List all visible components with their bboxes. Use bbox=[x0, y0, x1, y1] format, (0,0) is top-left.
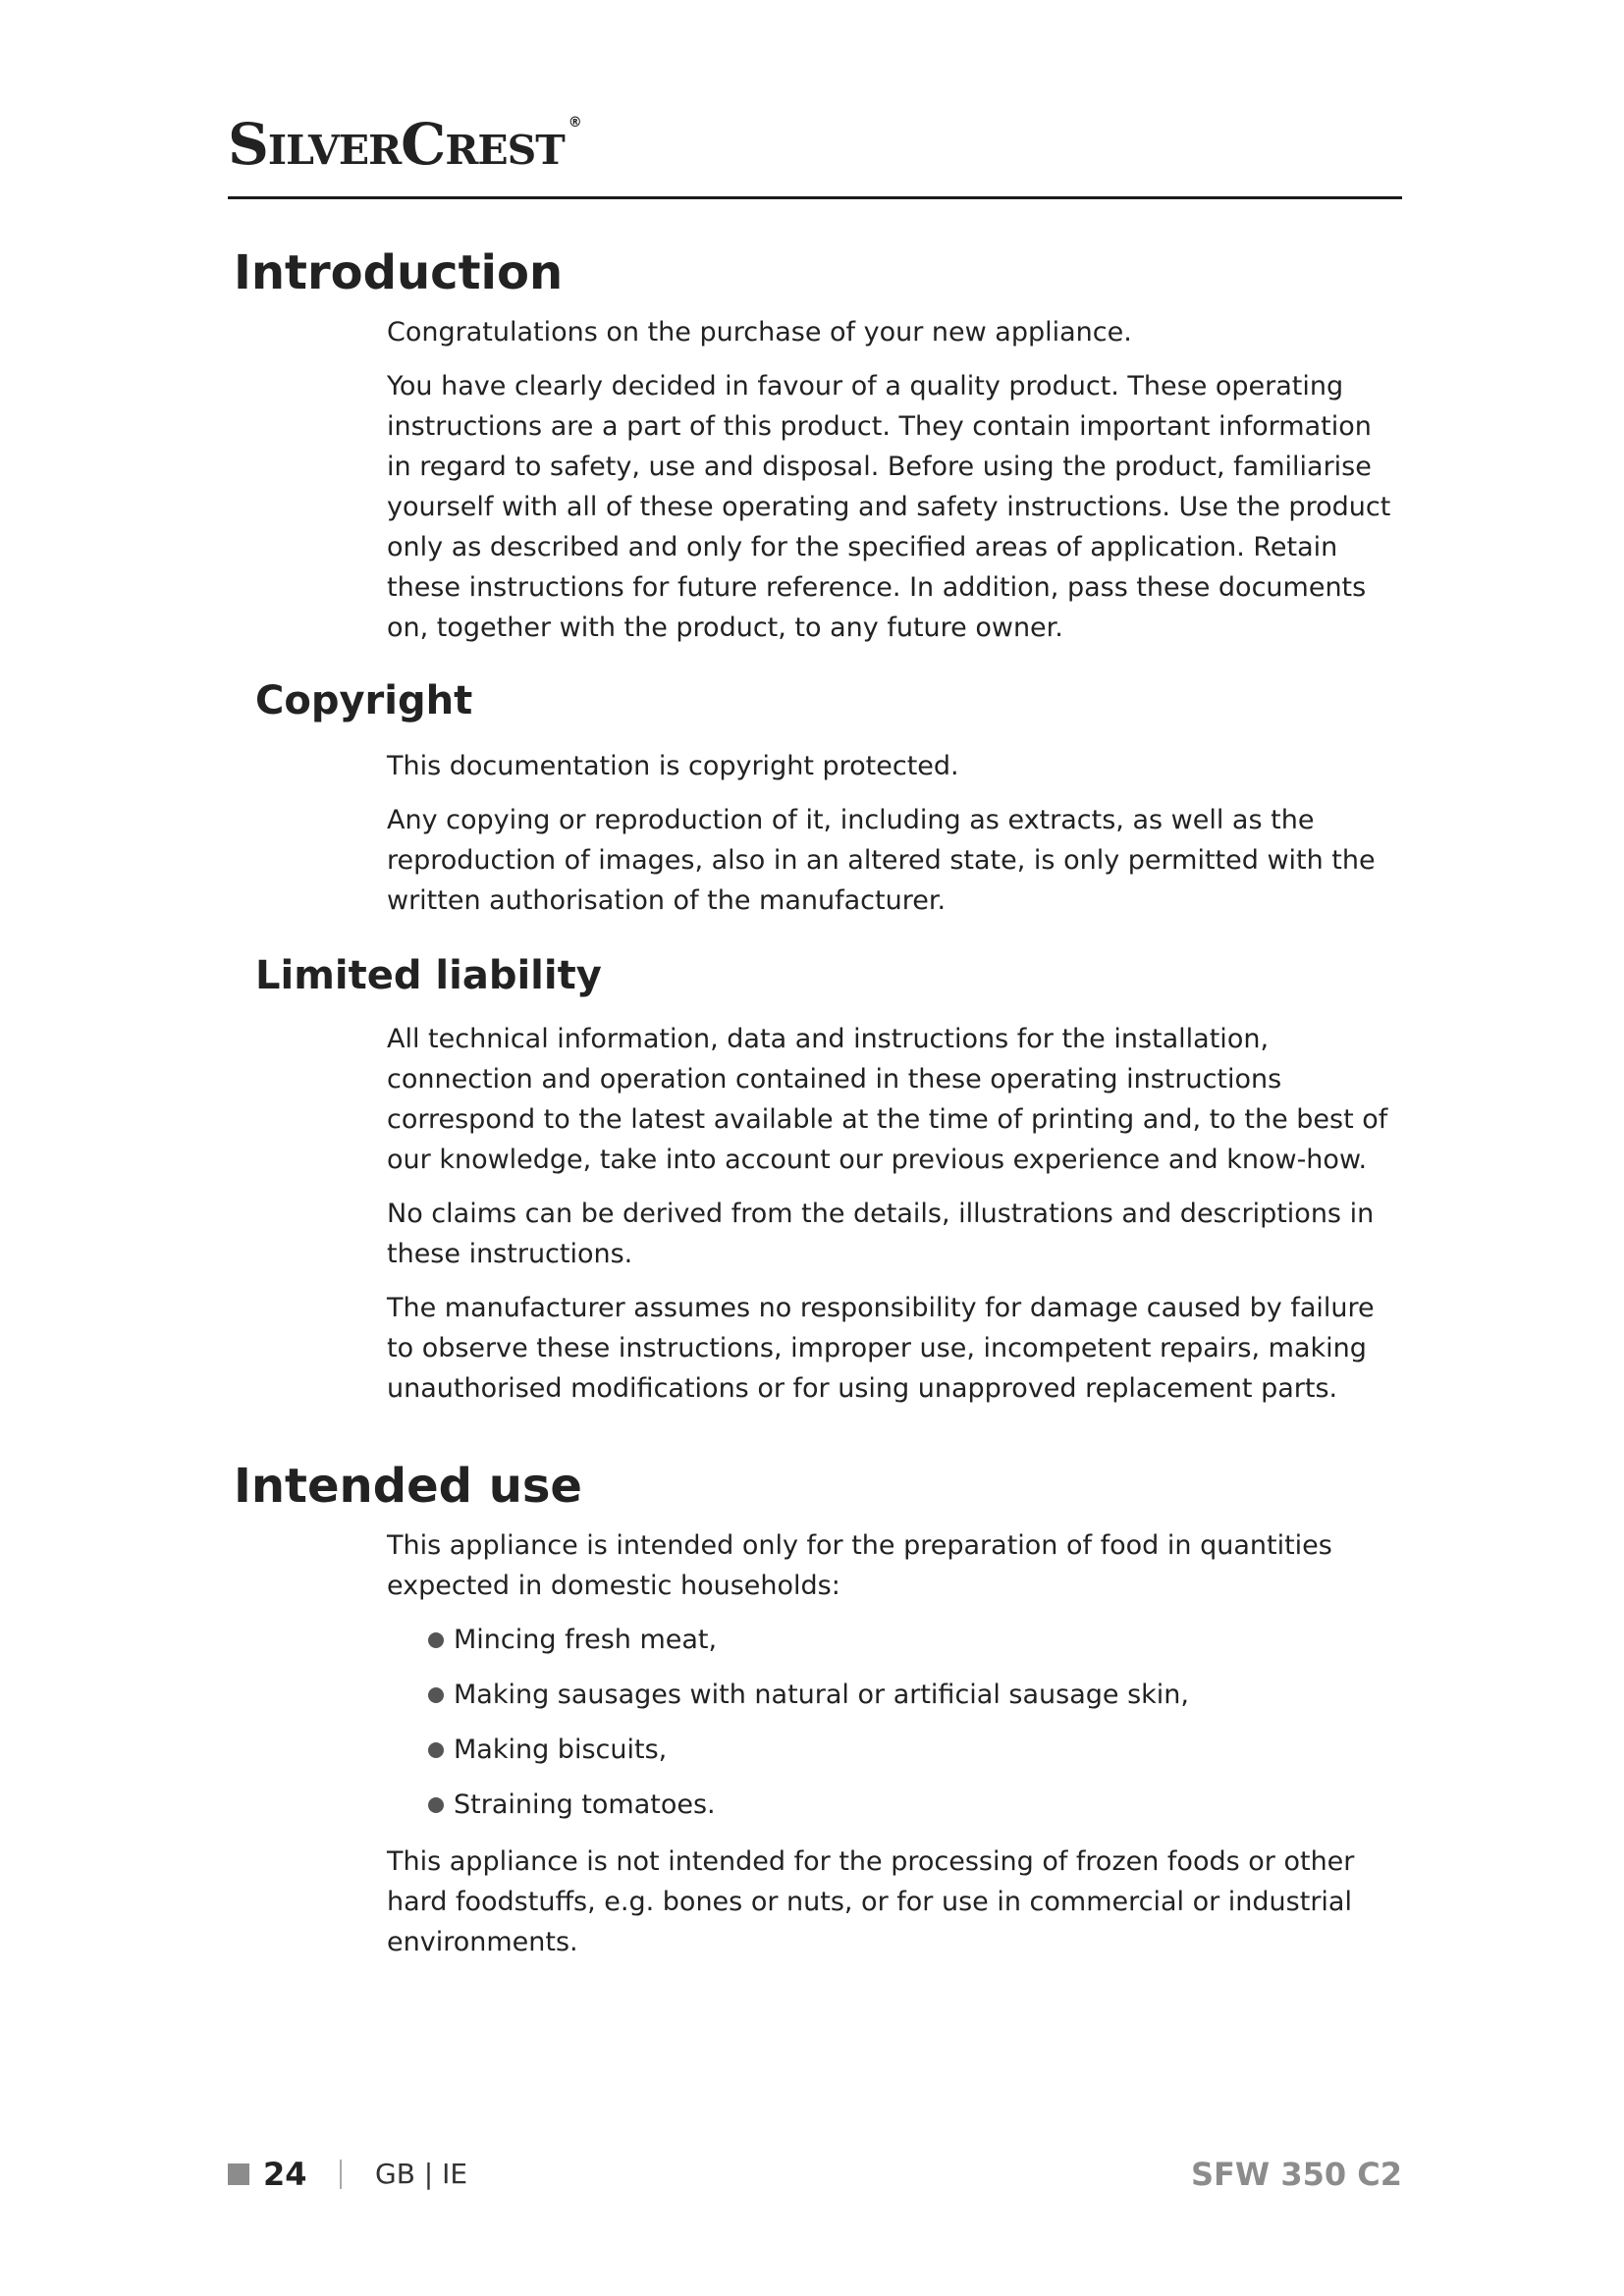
model-number: SFW 350 C2 bbox=[1190, 2156, 1402, 2193]
footer-divider bbox=[340, 2160, 342, 2189]
copyright-heading: Copyright bbox=[255, 678, 473, 723]
copyright-body bbox=[387, 746, 1402, 934]
list-item bbox=[428, 1730, 1400, 1770]
copyright-paragraph-2: Any copying or reproduction of it, including as extracts, as well as the reproduction of images, also in an altered state, is only permitted with the written authorisation of the manufacturer. bbox=[387, 805, 1376, 916]
intended-use-intro-text: This appliance is intended only for the preparation of food in quantities expected in domestic households: bbox=[387, 1530, 1332, 1601]
intended-use-list bbox=[428, 1620, 1400, 1840]
introduction-paragraph-2: You have clearly decided in favour of a quality product. These operating instructions are a part of this product. They contain important information in regard to safety, use and disposal. Before using the product, familiarise yourself with all of these operating and safety instructions. Use the product only as described and only for the specified areas of application. Retain these instructions for future reference. In addition, pass these documents on, together with the product, to any future owner. bbox=[387, 371, 1391, 643]
page-number: 24 bbox=[263, 2156, 307, 2193]
bullet-icon bbox=[428, 1632, 444, 1648]
brand-name: SilverCrest bbox=[228, 111, 565, 178]
language-codes: GB | IE bbox=[375, 2158, 468, 2190]
limited-liability-heading: Limited liability bbox=[255, 953, 602, 998]
introduction-body bbox=[387, 312, 1402, 662]
intended-use-outro bbox=[387, 1842, 1402, 1976]
copyright-paragraph-1: This documentation is copyright protected. bbox=[387, 751, 959, 781]
bullet-icon bbox=[428, 1797, 444, 1813]
square-icon bbox=[228, 2163, 249, 2185]
brand-logo bbox=[228, 111, 581, 178]
intended-use-outro-text: This appliance is not intended for the processing of frozen foods or other hard foodstuffs, e.g. bones or nuts, or for use in commercial or industrial environments. bbox=[387, 1846, 1355, 1957]
bullet-icon bbox=[428, 1742, 444, 1758]
limited-liability-paragraph-3: The manufacturer assumes no responsibility for damage caused by failure to observe these instructions, improper use, incompetent repairs, making unauthorised modifications or for using unapproved replacement parts. bbox=[387, 1293, 1375, 1404]
limited-liability-paragraph-1: All technical information, data and instructions for the installation, connection and operation contained in these operating instructions correspond to the latest available at the time of printing and, to the best of our knowledge, take into account our previous experience and know-how. bbox=[387, 1024, 1388, 1175]
bullet-icon bbox=[428, 1687, 444, 1703]
introduction-paragraph-1: Congratulations on the purchase of your new appliance. bbox=[387, 317, 1132, 347]
list-item bbox=[428, 1675, 1400, 1715]
page-footer bbox=[228, 2156, 1402, 2195]
introduction-heading: Introduction bbox=[234, 245, 564, 300]
brand-registered-mark: ® bbox=[568, 115, 581, 131]
intended-use-heading: Intended use bbox=[234, 1459, 582, 1514]
list-item bbox=[428, 1620, 1400, 1660]
list-item-text: Making biscuits, bbox=[454, 1735, 668, 1765]
intended-use-intro bbox=[387, 1525, 1402, 1620]
limited-liability-body bbox=[387, 1019, 1402, 1422]
header-divider bbox=[228, 196, 1402, 199]
list-item bbox=[428, 1785, 1400, 1825]
limited-liability-paragraph-2: No claims can be derived from the details, illustrations and descriptions in these instructions. bbox=[387, 1199, 1375, 1269]
list-item-text: Making sausages with natural or artificial sausage skin, bbox=[454, 1680, 1189, 1710]
list-item-text: Straining tomatoes. bbox=[454, 1789, 716, 1820]
list-item-text: Mincing fresh meat, bbox=[454, 1625, 718, 1655]
